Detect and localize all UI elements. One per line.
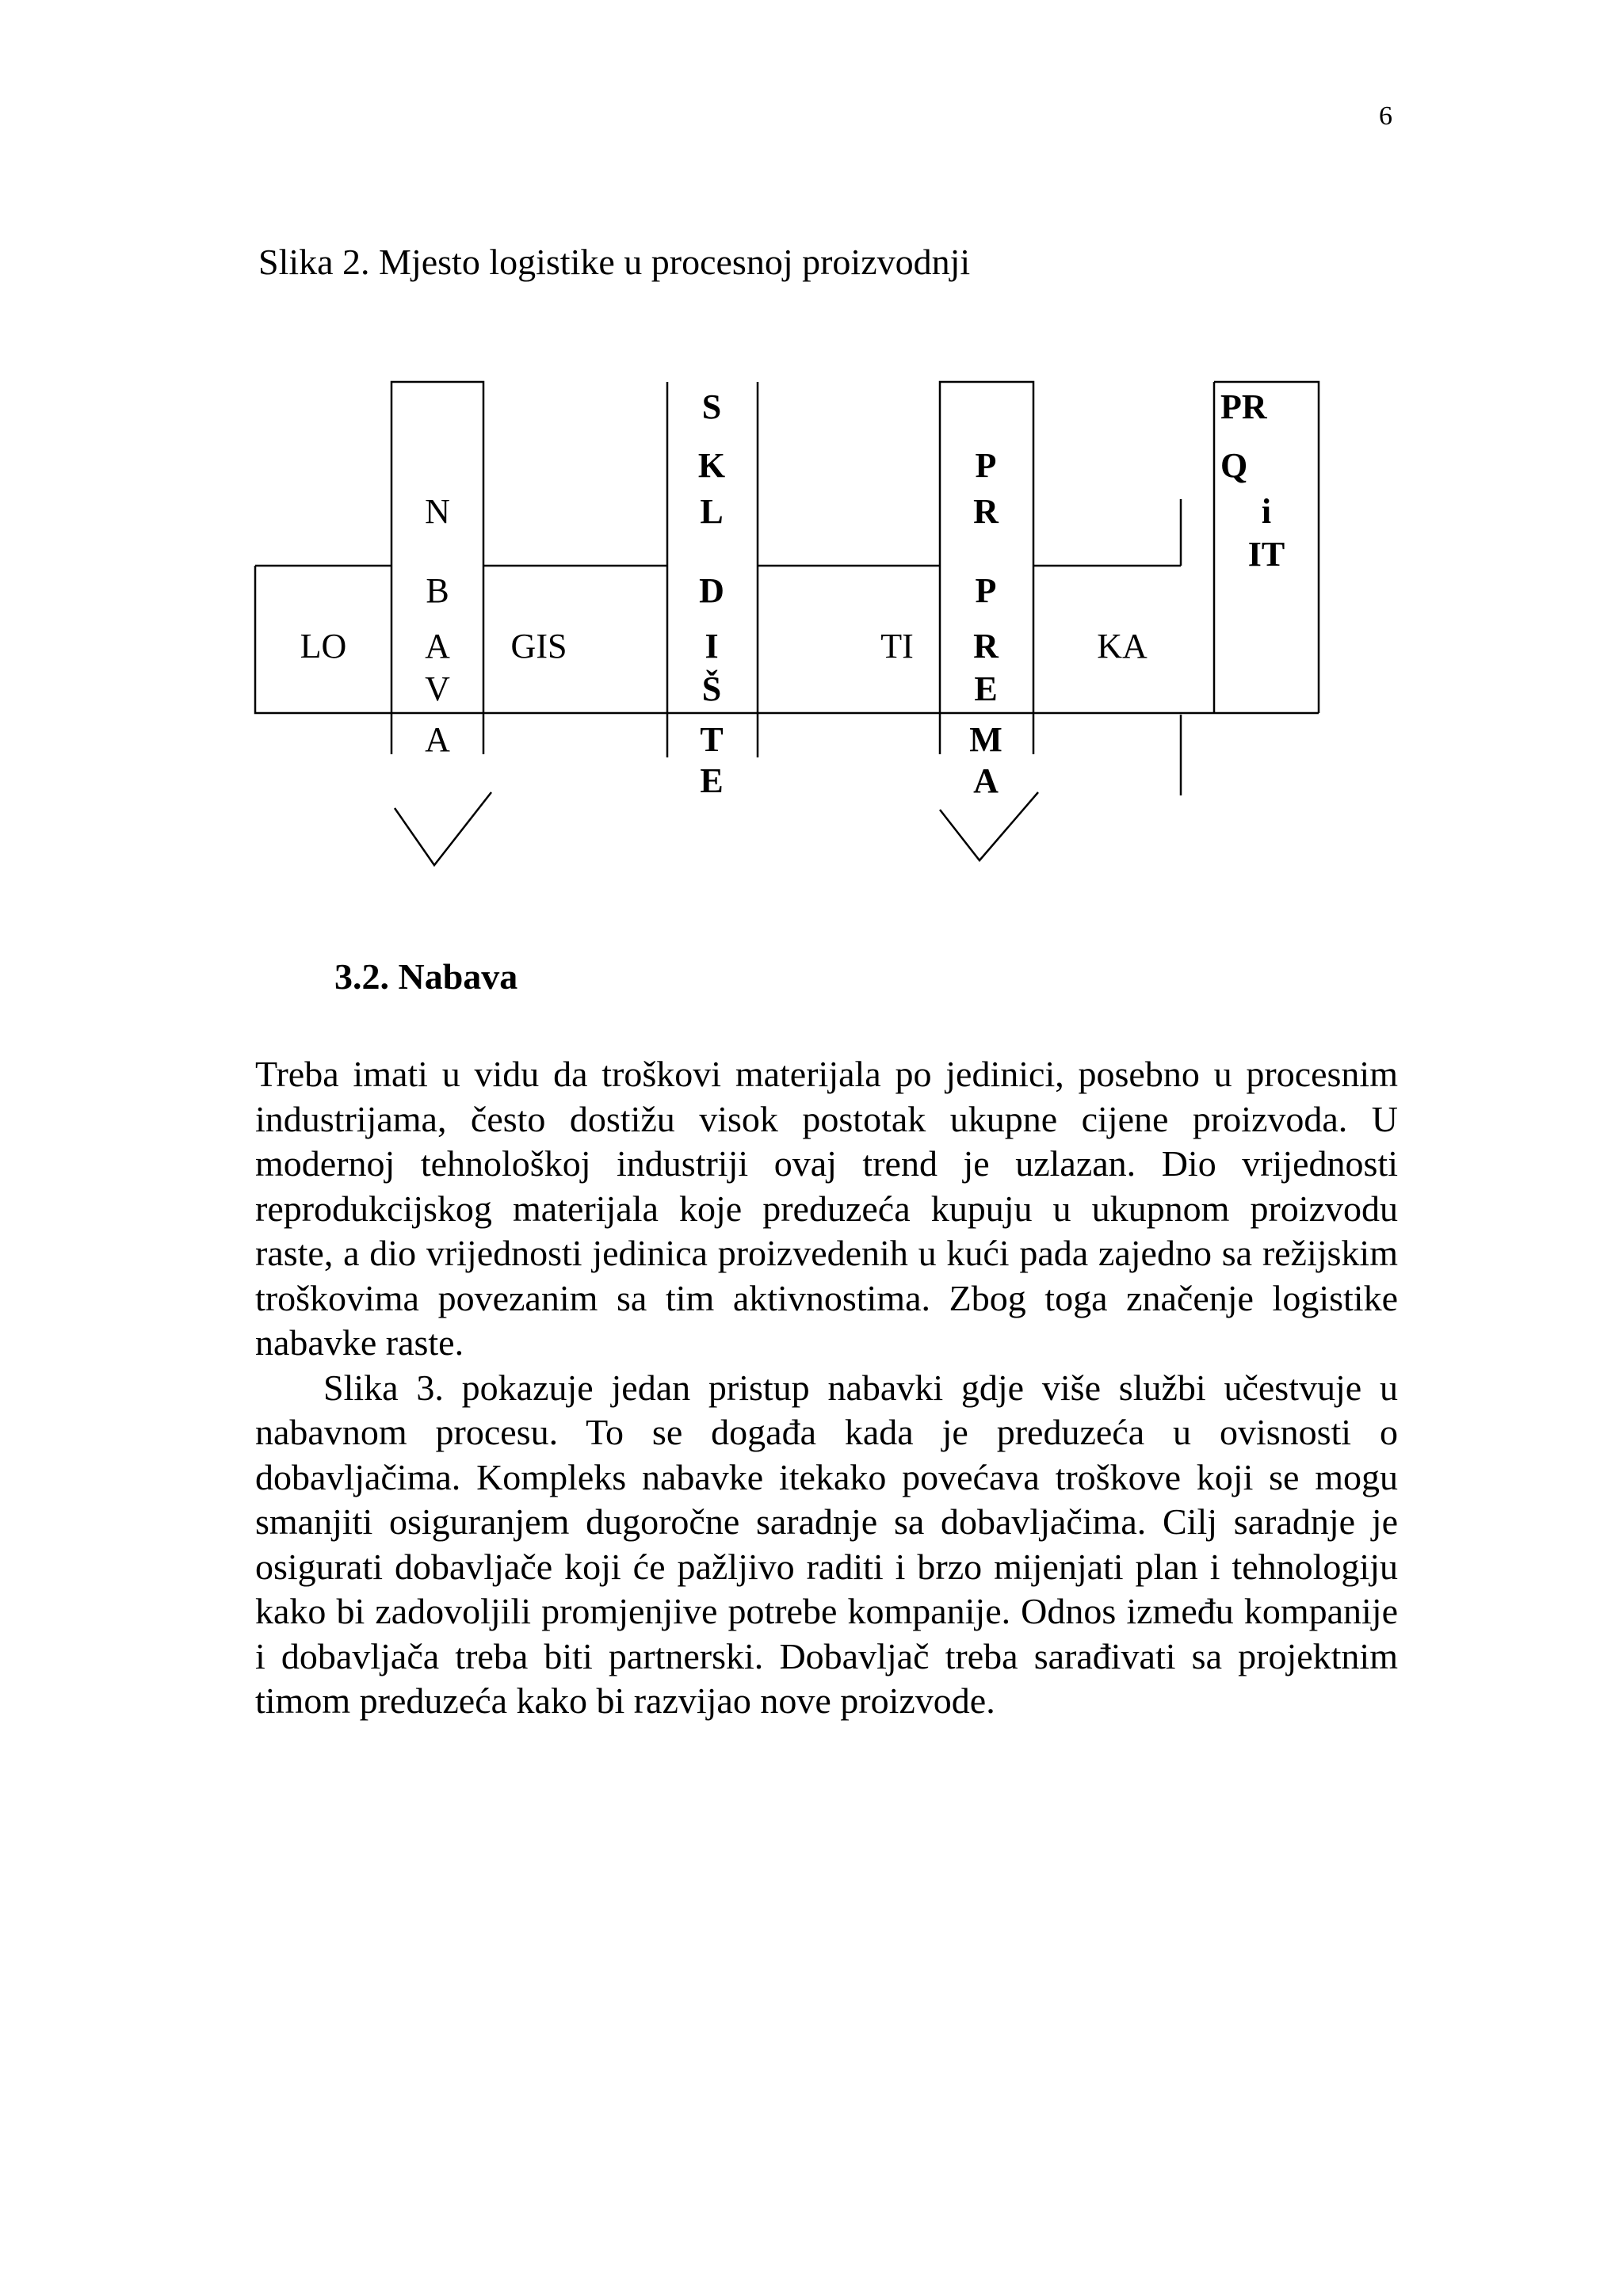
priprema-letter: P xyxy=(975,571,997,610)
body-text xyxy=(255,1052,1398,1724)
skladiste-letter: K xyxy=(697,446,726,485)
prq-label: IT xyxy=(1247,535,1285,574)
skladiste-letter: L xyxy=(700,492,724,531)
priprema-down-arrow-icon xyxy=(940,792,1038,860)
prq-label: i xyxy=(1261,492,1272,531)
priprema-letter: M xyxy=(969,720,1002,759)
nabava-letter: A xyxy=(425,627,450,666)
skladiste-letter: E xyxy=(700,761,724,800)
priprema-letter: R xyxy=(973,627,999,666)
page-number: 6 xyxy=(1379,101,1392,131)
paragraph: Slika 3. pokazuje jedan pristup nabavki gdje više službi učestvuje u nabavnom procesu. To se događa kada je preduzeća u ovisnosti o dobavljačima. Kompleks nabavke itekako povećava troškove koji se mogu smanjiti osiguranjem dugoročne saradnje sa dobavljačima. Cilj saradnje je osigurati dobavljače koji će pažljivo raditi i brzo mijenjati plan i tehnologiju kako bi zadovoljili promjenjive potrebe kompanije. Odnos između kompanije i dobavljača treba biti partnerski. Dobavljač treba sarađivati sa projektnim timom preduzeća kako bi razvijao nove proizvode. xyxy=(255,1367,1398,1721)
prq-label: PR xyxy=(1220,387,1267,426)
section-heading: 3.2. Nabava xyxy=(334,956,518,997)
skladiste-letter: T xyxy=(700,720,724,759)
nabava-letter: V xyxy=(425,669,450,708)
nabava-down-arrow-icon xyxy=(395,792,491,865)
label-gis: GIS xyxy=(510,627,567,666)
priprema-letter: R xyxy=(973,492,999,531)
priprema-letter: A xyxy=(973,761,999,800)
diagram-lines xyxy=(255,382,1319,865)
nabava-letter: N xyxy=(425,492,450,531)
nabava-letter: A xyxy=(425,720,450,759)
prq-label: Q xyxy=(1220,446,1248,485)
figure-caption: Slika 2. Mjesto logistike u procesnoj proizvodnji xyxy=(258,242,971,282)
label-ti: TI xyxy=(880,627,914,666)
skladiste-letter: D xyxy=(699,571,724,610)
priprema-letter: P xyxy=(975,446,997,485)
paragraph: Treba imati u vidu da troškovi materijala po jedinici, posebno u procesnim industrijama, često dostižu visok postotak ukupne cijene proizvoda. U modernoj tehnološkoj industriji ovaj trend je uzlazan. Dio vrijednosti reprodukcijskog materijala koje preduzeća kupuju u ukupnom proizvodu raste, a dio vrijednosti jedinica proizvedenih u kući pada zajedno sa režijskim troškovima povezanim sa tim aktivnostima. Zbog toga značenje logistike nabavke raste. xyxy=(255,1054,1398,1363)
priprema-letter: E xyxy=(974,669,998,708)
skladiste-letter: Š xyxy=(701,669,722,708)
logistics-diagram xyxy=(0,0,1623,911)
nabava-letter: B xyxy=(426,571,449,610)
skladiste-letter: S xyxy=(701,387,722,426)
label-ka: KA xyxy=(1097,627,1148,666)
skladiste-letter: I xyxy=(705,627,719,666)
main-band-outline xyxy=(255,566,1319,713)
label-lo: LO xyxy=(300,627,347,666)
